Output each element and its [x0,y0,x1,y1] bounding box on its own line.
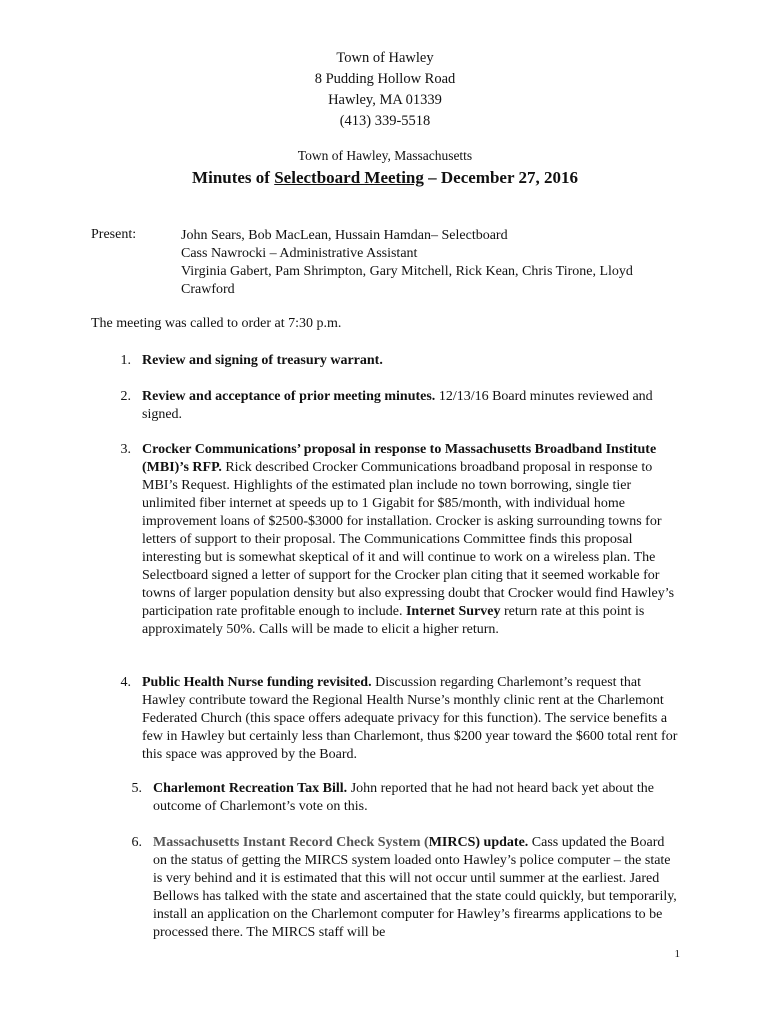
item-heading: MIRCS) update. [428,835,529,850]
item-number: 3. [120,442,131,457]
item-body: 12/13/16 Board minutes reviewed and signed. [142,389,653,422]
present-list [181,227,701,299]
item-heading: Review and acceptance of prior meeting minutes. [142,389,436,404]
title-underlined: Selectboard Meeting [274,168,424,187]
item-number: 4. [120,675,131,690]
item-number: 2. [120,389,131,404]
subtitle: Town of Hawley, Massachusetts [297,148,473,163]
letterhead-city: Hawley, MA 01339 [328,92,442,108]
item-number: 6. [131,835,142,850]
item-text [142,674,680,764]
item-number: 5. [131,781,142,796]
item-body: John reported that he had not heard back yet about the outcome of Charlemont’s vote on this. [153,781,654,814]
item-body-cont: return rate at this point is approximately 50%. Calls will be made to elicit a higher return. [142,604,645,637]
item-text [153,834,681,942]
page-title [0,168,770,188]
item-bold-inline: Internet Survey [405,604,501,619]
present-guests: Virginia Gabert, Pam Shrimpton, Gary Mitchell, Rick Kean, Chris Tirone, Lloyd [181,264,633,279]
present-selectboard: John Sears, Bob MacLean, Hussain Hamdan– Selectboard [181,228,508,243]
title-prefix: Minutes of [192,168,275,187]
item-heading: Charlemont Recreation Tax Bill. [153,781,348,796]
item-heading-grey: Massachusetts Instant Record Check System ( [153,835,429,850]
title-suffix: – December 27, 2016 [423,168,578,187]
called-to-order: The meeting was called to order at 7:30 p.m. [91,316,342,331]
present-guests-cont: Crawford [181,282,235,297]
item-body: Cass updated the Board on the status of getting the MIRCS system loaded onto Hawley’s police computer – the state is very behind and it is estimated that this will not occur until summer at the earliest. Jared Bellows has talked with the state and ascertained that the state could quickly, but temporarily, install an application on the Charlemont computer for Hawley’s firearms applications to be processed there. The MIRCS staff will be [153,835,677,940]
item-heading: Review and signing of treasury warrant. [142,353,383,368]
item-heading: Public Health Nurse funding revisited. [142,675,372,690]
item-body: Discussion regarding Charlemont’s request that Hawley contribute toward the Regional Health Nurse’s monthly clinic rent at the Charlemont Federated Church (this space offers adequate privacy for this function). The service benefits a few in Hawley but certainly less than Charlemont, thus $200 year toward the $600 total rent for this space was approved by the Board. [142,675,678,762]
letterhead-town: Town of Hawley [336,50,434,66]
present-label: Present: [91,227,137,242]
present-assistant: Cass Nawrocki – Administrative Assistant [181,246,418,261]
page-number: 1 [674,948,680,960]
item-heading: Crocker Communications’ proposal in response to Massachusetts Broadband Institute (MBI)’s RFP. [142,442,657,475]
item-text [153,780,681,816]
item-text [142,352,677,370]
letterhead-street: 8 Pudding Hollow Road [314,71,456,87]
item-text [142,441,677,639]
item-body: Rick described Crocker Communications broadband proposal in response to MBI’s Request. Highlights of the estimated plan include no town borrowing, single tier unlimited fiber internet at speeds up to 1 Gigabit for $85/month, with individual home improvement loans of $2500-$3000 for installation. Crocker is asking surrounding towns for letters of support to their proposal. The Communications Committee finds this proposal interesting but is somewhat skeptical of it and will continue to work on a wireless plan. The Selectboard signed a letter of support for the Crocker plan citing that it seemed workable for towns of larger population density but also expressing doubt that Crocker would find Hawley’s participation rate profitable enough to include. [142,460,675,619]
item-text [142,388,680,424]
letterhead [0,48,770,132]
item-number: 1. [120,353,131,368]
letterhead-phone: (413) 339-5518 [339,113,431,129]
